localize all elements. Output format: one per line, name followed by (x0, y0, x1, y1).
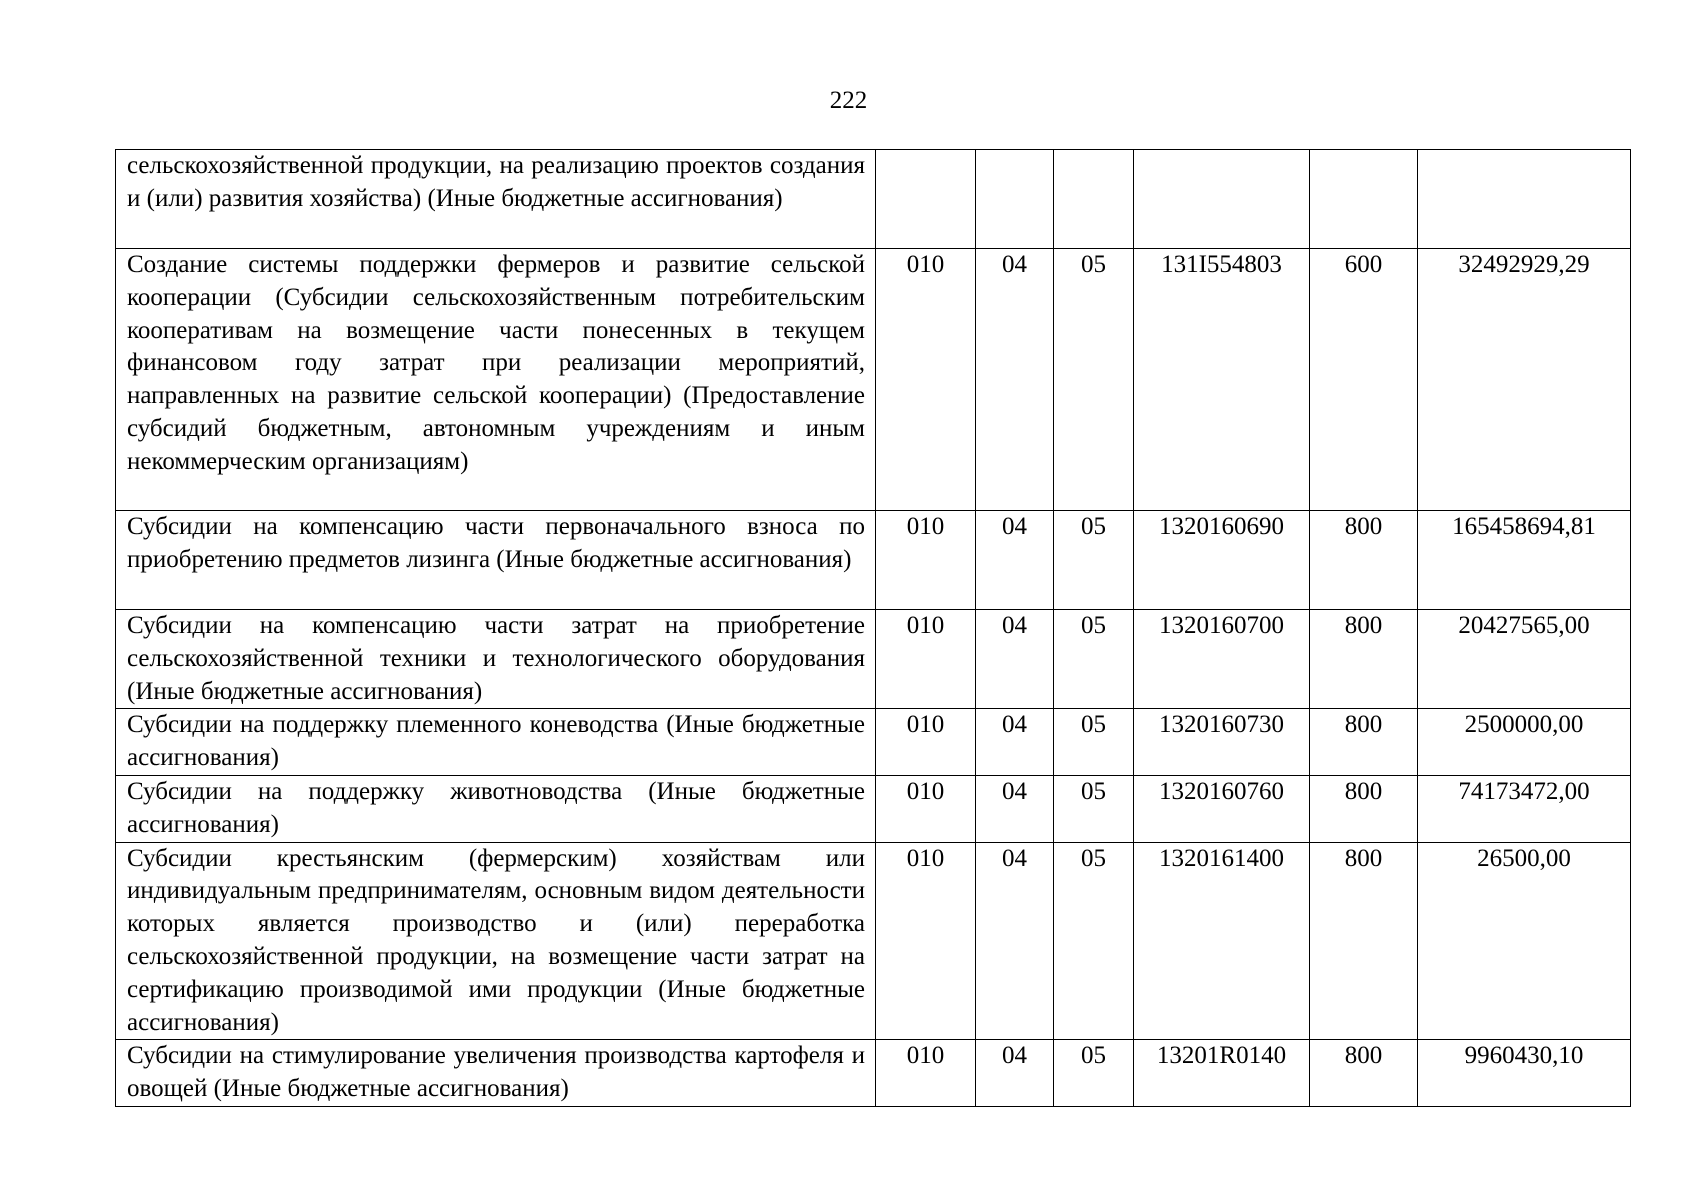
amount-value: 2500000,00 (1418, 709, 1631, 776)
table-row (116, 511, 1631, 610)
target-article-code: 13201R0140 (1134, 1040, 1310, 1107)
target-article-code: 1320160690 (1134, 511, 1310, 610)
expenditure-name: Субсидии на поддержку животноводства (Иные бюджетные ассигнования) (116, 775, 876, 842)
amount-value: 165458694,81 (1418, 511, 1631, 610)
budget-table (115, 149, 1631, 1107)
subsection-code: 05 (1054, 709, 1134, 776)
subsection-code: 05 (1054, 842, 1134, 1040)
table-row (116, 610, 1631, 709)
page-number: 222 (829, 87, 868, 114)
target-article-code: 131I554803 (1134, 249, 1310, 511)
table-row (116, 709, 1631, 776)
subsection-code: 05 (1054, 511, 1134, 610)
department-code: 010 (876, 511, 976, 610)
expenditure-name: сельскохозяйственной продукции, на реализацию проектов создания и (или) развития хозяйства) (Иные бюджетные ассигнования) (116, 150, 876, 249)
department-code: 010 (876, 842, 976, 1040)
expenditure-name: Создание системы поддержки фермеров и развитие сельской кооперации (Субсидии сельскохозяйственным потребительским кооперативам на возмещение части понесенных в текущем финансовом году затрат при реализации мероприятий, направленных на развитие сельской кооперации) (Предоставление субсидий бюджетным, автономным учреждениям и иным некоммерческим организациям) (116, 249, 876, 511)
section-code (976, 150, 1054, 249)
department-code: 010 (876, 610, 976, 709)
expense-type-code: 800 (1310, 709, 1418, 776)
expense-type-code: 800 (1310, 1040, 1418, 1107)
department-code: 010 (876, 709, 976, 776)
target-article-code: 1320161400 (1134, 842, 1310, 1040)
target-article-code (1134, 150, 1310, 249)
table-row (116, 150, 1631, 249)
section-code: 04 (976, 249, 1054, 511)
expense-type-code: 600 (1310, 249, 1418, 511)
table-row (116, 1040, 1631, 1107)
amount-value: 9960430,10 (1418, 1040, 1631, 1107)
section-code: 04 (976, 1040, 1054, 1107)
section-code: 04 (976, 709, 1054, 776)
amount-value: 26500,00 (1418, 842, 1631, 1040)
department-code (876, 150, 976, 249)
expenditure-name: Субсидии на компенсацию части первоначального взноса по приобретению предметов лизинга (Иные бюджетные ассигнования) (116, 511, 876, 610)
amount-value (1418, 150, 1631, 249)
section-code: 04 (976, 775, 1054, 842)
expense-type-code: 800 (1310, 842, 1418, 1040)
amount-value: 74173472,00 (1418, 775, 1631, 842)
table-row (116, 775, 1631, 842)
expenditure-name: Субсидии на компенсацию части затрат на приобретение сельскохозяйственной техники и технологического оборудования (Иные бюджетные ассигнования) (116, 610, 876, 709)
section-code: 04 (976, 511, 1054, 610)
expense-type-code: 800 (1310, 511, 1418, 610)
expenditure-name: Субсидии на поддержку племенного коневодства (Иные бюджетные ассигнования) (116, 709, 876, 776)
target-article-code: 1320160760 (1134, 775, 1310, 842)
target-article-code: 1320160730 (1134, 709, 1310, 776)
department-code: 010 (876, 1040, 976, 1107)
department-code: 010 (876, 249, 976, 511)
expense-type-code: 800 (1310, 610, 1418, 709)
subsection-code: 05 (1054, 1040, 1134, 1107)
subsection-code: 05 (1054, 775, 1134, 842)
section-code: 04 (976, 610, 1054, 709)
expenditure-name: Субсидии на стимулирование увеличения производства картофеля и овощей (Иные бюджетные ассигнования) (116, 1040, 876, 1107)
department-code: 010 (876, 775, 976, 842)
expense-type-code (1310, 150, 1418, 249)
section-code: 04 (976, 842, 1054, 1040)
subsection-code (1054, 150, 1134, 249)
expense-type-code: 800 (1310, 775, 1418, 842)
subsection-code: 05 (1054, 249, 1134, 511)
table-row (116, 842, 1631, 1040)
amount-value: 32492929,29 (1418, 249, 1631, 511)
table-row (116, 249, 1631, 511)
subsection-code: 05 (1054, 610, 1134, 709)
target-article-code: 1320160700 (1134, 610, 1310, 709)
expenditure-name: Субсидии крестьянским (фермерским) хозяйствам или индивидуальным предпринимателям, основным видом деятельности которых является производство и (или) переработка сельскохозяйственной продукции, на возмещение части затрат на сертификацию производимой ими продукции (Иные бюджетные ассигнования) (116, 842, 876, 1040)
amount-value: 20427565,00 (1418, 610, 1631, 709)
